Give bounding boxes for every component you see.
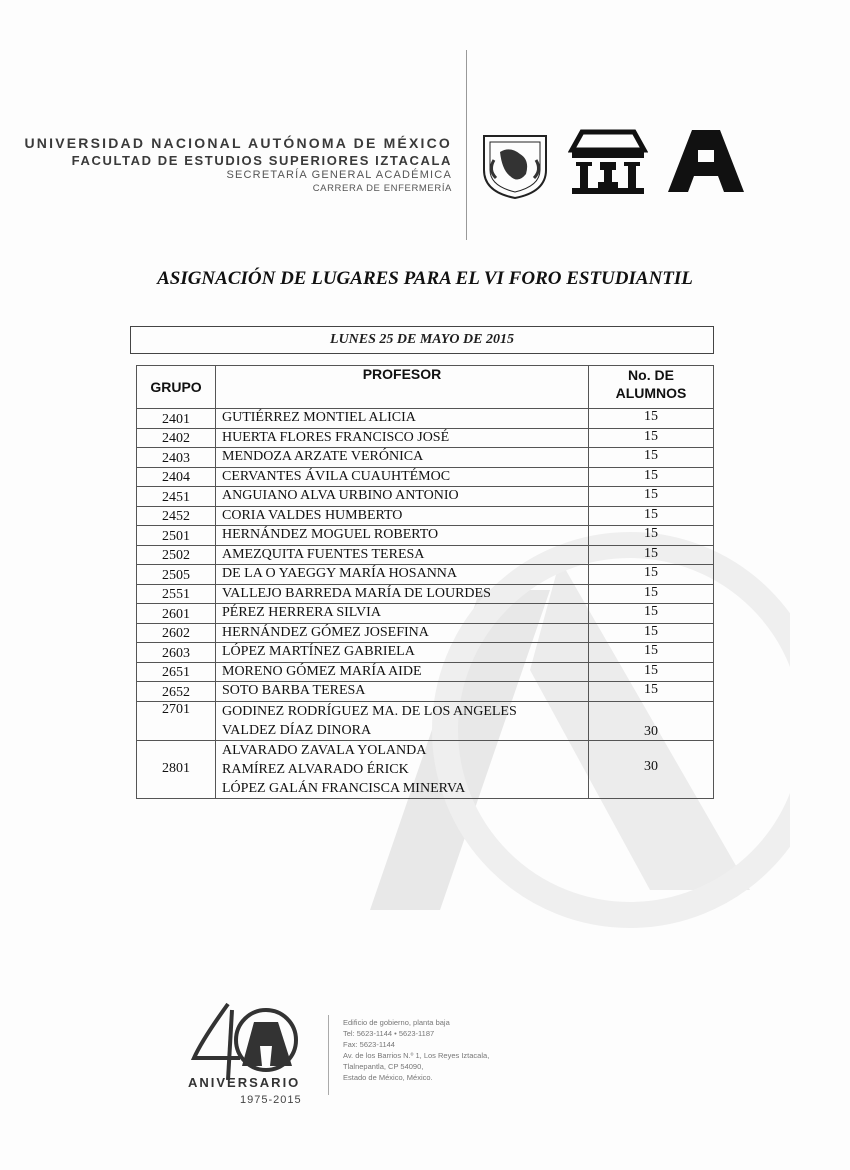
profesor-header: PROFESOR — [216, 366, 589, 409]
profesor-cell: MORENO GÓMEZ MARÍA AIDE — [216, 662, 589, 682]
profesor-name: GODINEZ RODRÍGUEZ MA. DE LOS ANGELES — [222, 703, 517, 719]
table-row — [137, 740, 714, 798]
grupo-cell: 2801 — [137, 740, 216, 798]
profesor-cell: ANGUIANO ALVA URBINO ANTONIO — [216, 487, 589, 507]
grupo-cell: 2551 — [137, 584, 216, 604]
institution-header — [24, 135, 452, 194]
table-row — [137, 448, 714, 468]
table-row — [137, 467, 714, 487]
contact-line: Edificio de gobierno, planta baja — [343, 1018, 450, 1027]
profesor-cell — [216, 740, 589, 798]
alumnos-cell: 30 — [589, 740, 714, 798]
alumnos-cell: 15 — [589, 682, 714, 702]
unam-seal-icon — [480, 130, 550, 200]
grupo-cell: 2451 — [137, 487, 216, 507]
university-name: UNIVERSIDAD NACIONAL AUTÓNOMA DE MÉXICO — [24, 135, 452, 151]
table-row — [137, 545, 714, 565]
profesor-name: RAMÍREZ ALVARADO ÉRICK — [222, 761, 409, 777]
alumnos-cell: 15 — [589, 623, 714, 643]
faculty-name: FACULTAD DE ESTUDIOS SUPERIORES IZTACALA — [71, 152, 452, 168]
grupo-cell: 2403 — [137, 448, 216, 468]
alumnos-cell: 15 — [589, 448, 714, 468]
alumnos-cell: 15 — [589, 565, 714, 585]
alumnos-cell: 15 — [589, 526, 714, 546]
alumnos-cell: 15 — [589, 604, 714, 624]
assignment-table — [136, 365, 714, 799]
table-row — [137, 487, 714, 507]
alumnos-cell: 15 — [589, 643, 714, 663]
table-row — [137, 506, 714, 526]
alumnos-cell: 15 — [589, 428, 714, 448]
alumnos-cell: 15 — [589, 545, 714, 565]
grupo-cell: 2501 — [137, 526, 216, 546]
secretariat-name: SECRETARÍA GENERAL ACADÉMICA — [226, 168, 452, 181]
iztacala-logo-icon — [568, 128, 648, 196]
profesor-cell: DE LA O YAEGGY MARÍA HOSANNA — [216, 565, 589, 585]
grupo-cell: 2404 — [137, 467, 216, 487]
alumnos-header-line2: ALUMNOS — [615, 385, 687, 401]
grupo-header: GRUPO — [137, 366, 216, 409]
table-row — [137, 701, 714, 740]
grupo-cell: 2401 — [137, 409, 216, 429]
grupo-cell: 2452 — [137, 506, 216, 526]
table-row — [137, 526, 714, 546]
grupo-cell: 2652 — [137, 682, 216, 702]
aniversario-label: ANIVERSARIO — [188, 1075, 301, 1090]
contact-line: Tlalnepantla, CP 54090, — [343, 1062, 424, 1071]
header-divider — [466, 50, 467, 240]
grupo-cell: 2701 — [137, 701, 216, 740]
contact-info — [343, 1017, 489, 1083]
table-row — [137, 662, 714, 682]
table-row — [137, 428, 714, 448]
contact-line: Estado de México, México. — [343, 1073, 433, 1082]
profesor-cell: LÓPEZ MARTÍNEZ GABRIELA — [216, 643, 589, 663]
profesor-cell: PÉREZ HERRERA SILVIA — [216, 604, 589, 624]
grupo-cell: 2651 — [137, 662, 216, 682]
profesor-cell: GUTIÉRREZ MONTIEL ALICIA — [216, 409, 589, 429]
profesor-cell: HERNÁNDEZ MOGUEL ROBERTO — [216, 526, 589, 546]
table-header-row — [137, 366, 714, 409]
table-row — [137, 623, 714, 643]
footer-divider — [328, 1015, 329, 1095]
contact-line: Tel: 5623-1144 • 5623-1187 — [343, 1029, 435, 1038]
years-label: 1975-2015 — [240, 1094, 302, 1106]
document-title: ASIGNACIÓN DE LUGARES PARA EL VI FORO ESTUDIANTIL — [157, 268, 693, 289]
table-row — [137, 565, 714, 585]
profesor-name: VALDEZ DÍAZ DINORA — [222, 722, 372, 738]
grupo-cell: 2601 — [137, 604, 216, 624]
contact-line: Fax: 5623-1144 — [343, 1040, 395, 1049]
grupo-cell: 2402 — [137, 428, 216, 448]
alumnos-header — [589, 366, 714, 409]
grupo-cell: 2505 — [137, 565, 216, 585]
profesor-cell: HUERTA FLORES FRANCISCO JOSÉ — [216, 428, 589, 448]
profesor-cell: CORIA VALDES HUMBERTO — [216, 506, 589, 526]
table-row — [137, 643, 714, 663]
profesor-cell: AMEZQUITA FUENTES TERESA — [216, 545, 589, 565]
profesor-name: LÓPEZ GALÁN FRANCISCA MINERVA — [222, 780, 466, 796]
profesor-cell — [216, 701, 589, 740]
profesor-cell: VALLEJO BARREDA MARÍA DE LOURDES — [216, 584, 589, 604]
grupo-cell: 2602 — [137, 623, 216, 643]
enfermeria-a-logo-icon — [668, 128, 744, 194]
table-row — [137, 409, 714, 429]
alumnos-cell: 30 — [589, 701, 714, 740]
alumnos-cell: 15 — [589, 409, 714, 429]
alumnos-cell: 15 — [589, 506, 714, 526]
profesor-cell: CERVANTES ÁVILA CUAUHTÉMOC — [216, 467, 589, 487]
contact-line: Av. de los Barrios N.º 1, Los Reyes Iztacala, — [343, 1051, 490, 1060]
grupo-cell: 2502 — [137, 545, 216, 565]
table-row — [137, 682, 714, 702]
alumnos-cell: 15 — [589, 662, 714, 682]
profesor-cell: SOTO BARBA TERESA — [216, 682, 589, 702]
alumnos-cell: 15 — [589, 584, 714, 604]
alumnos-cell: 15 — [589, 467, 714, 487]
table-row — [137, 604, 714, 624]
profesor-cell: MENDOZA ARZATE VERÓNICA — [216, 448, 589, 468]
grupo-cell: 2603 — [137, 643, 216, 663]
profesor-name: ALVARADO ZAVALA YOLANDA — [222, 742, 427, 758]
event-date: LUNES 25 DE MAYO DE 2015 — [130, 326, 714, 354]
alumnos-header-line1: No. DE — [628, 367, 674, 383]
career-name: CARRERA DE ENFERMERÍA — [312, 182, 452, 194]
alumnos-cell: 15 — [589, 487, 714, 507]
table-row — [137, 584, 714, 604]
profesor-cell: HERNÁNDEZ GÓMEZ JOSEFINA — [216, 623, 589, 643]
